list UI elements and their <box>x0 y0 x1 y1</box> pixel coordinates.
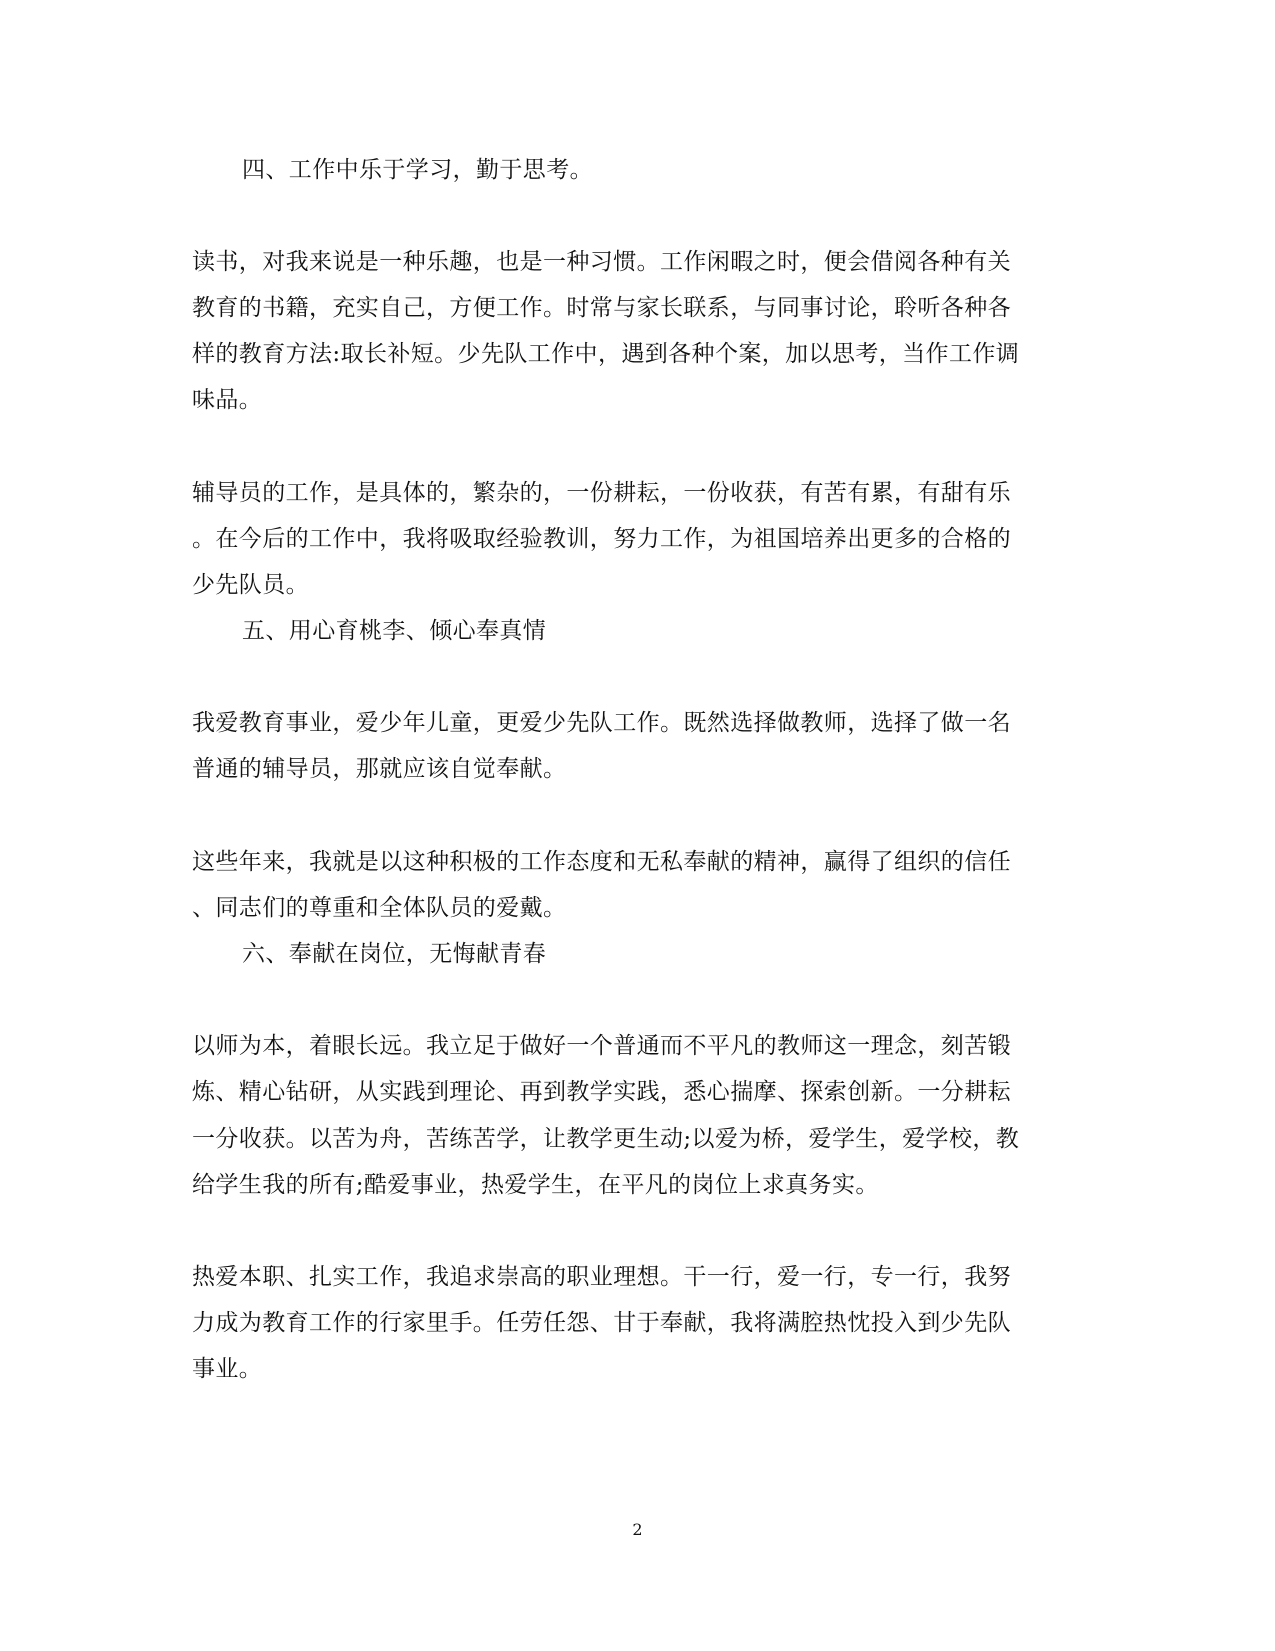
paragraph-line: 读书，对我来说是一种乐趣，也是一种习惯。工作闲暇之时，便会借阅各种有关 <box>192 249 1011 275</box>
paragraph-line: 。在今后的工作中，我将吸取经验教训，努力工作，为祖国培养出更多的合格的 <box>192 526 1011 552</box>
section-heading-5: 五、用心育桃李、倾心奉真情 <box>242 618 547 644</box>
paragraph-line: 一分收获。以苦为舟，苦练苦学，让教学更生动;以爱为桥，爱学生，爱学校，教 <box>192 1126 1020 1152</box>
paragraph-line: 我爱教育事业，爱少年儿童，更爱少先队工作。既然选择做教师，选择了做一名 <box>192 710 1011 736</box>
section-heading-4: 四、工作中乐于学习，勤于思考。 <box>242 157 593 183</box>
paragraph-line: 味品。 <box>192 387 263 413</box>
paragraph-line: 少先队员。 <box>192 572 309 598</box>
paragraph-line: 样的教育方法:取长补短。少先队工作中，遇到各种个案，加以思考，当作工作调 <box>192 341 1020 367</box>
paragraph-line: 这些年来，我就是以这种积极的工作态度和无私奉献的精神，赢得了组织的信任 <box>192 849 1011 875</box>
paragraph-line: 炼、精心钻研，从实践到理论、再到教学实践，悉心揣摩、探索创新。一分耕耘 <box>192 1079 1011 1105</box>
page-number: 2 <box>632 1520 643 1539</box>
paragraph-line: 、同志们的尊重和全体队员的爱戴。 <box>192 895 567 921</box>
paragraph-line: 事业。 <box>192 1356 263 1382</box>
paragraph-line: 辅导员的工作，是具体的，繁杂的，一份耕耘，一份收获，有苦有累，有甜有乐 <box>192 480 1011 506</box>
paragraph-line: 热爱本职、扎实工作，我追求崇高的职业理想。干一行，爱一行，专一行，我努 <box>192 1264 1011 1290</box>
paragraph-line: 给学生我的所有;酷爱事业，热爱学生，在平凡的岗位上求真务实。 <box>192 1172 879 1198</box>
section-heading-6: 六、奉献在岗位，无悔献青春 <box>242 941 547 967</box>
paragraph-line: 普通的辅导员，那就应该自觉奉献。 <box>192 756 567 782</box>
paragraph-line: 力成为教育工作的行家里手。任劳任怨、甘于奉献，我将满腔热忱投入到少先队 <box>192 1310 1011 1336</box>
paragraph-line: 教育的书籍，充实自己，方便工作。时常与家长联系，与同事讨论，聆听各种各 <box>192 295 1011 321</box>
paragraph-line: 以师为本，着眼长远。我立足于做好一个普通而不平凡的教师这一理念，刻苦锻 <box>192 1033 1011 1059</box>
